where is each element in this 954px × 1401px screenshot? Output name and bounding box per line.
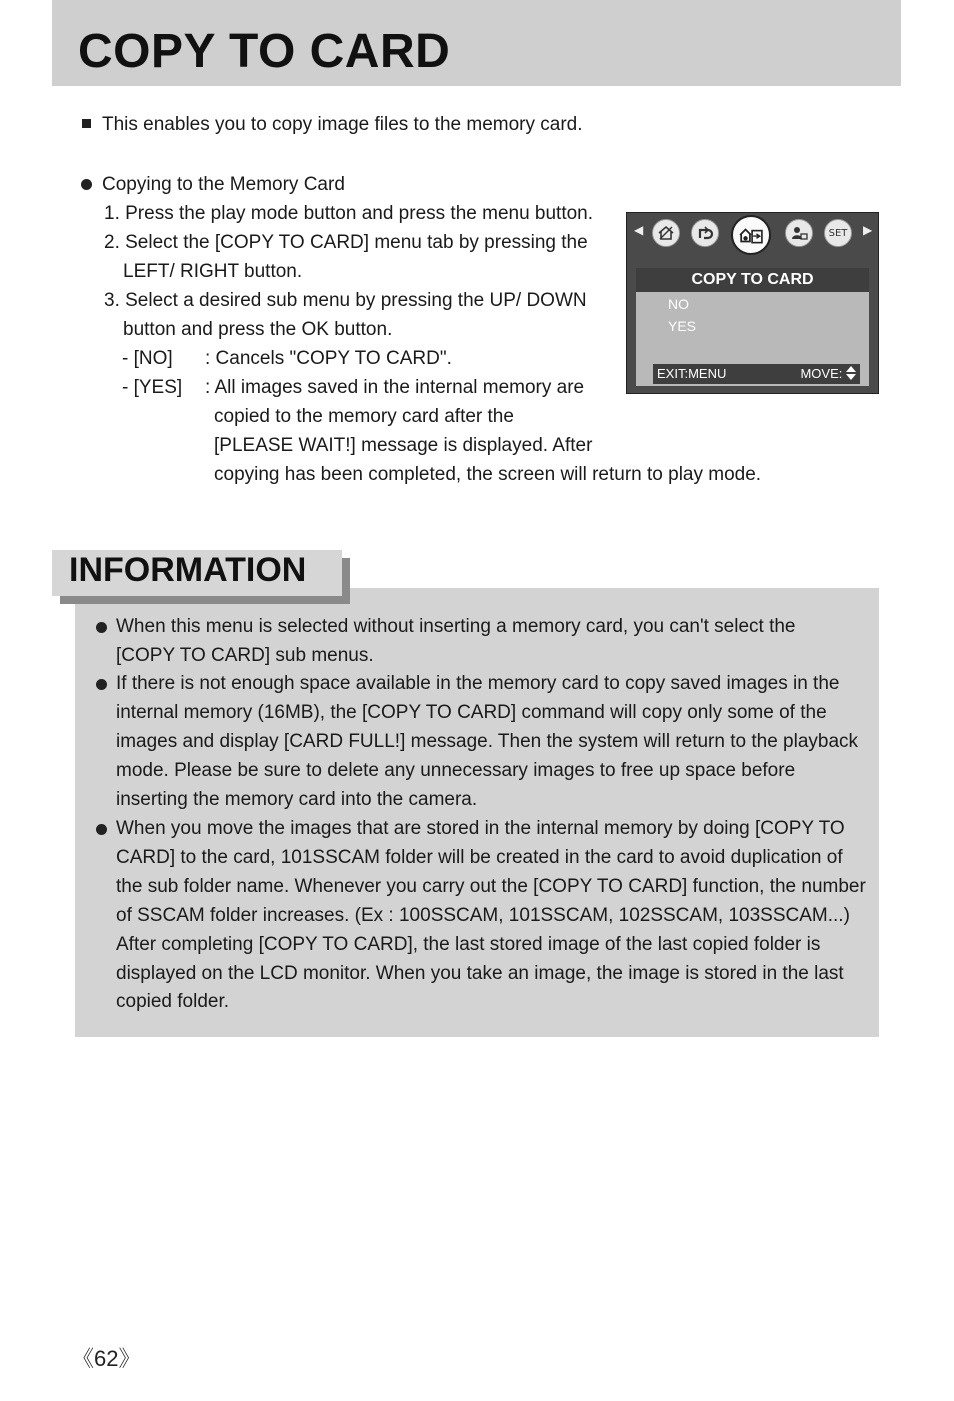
info-line: When this menu is selected without inserting a memory card, you can't select the (116, 616, 796, 637)
step-line: 2. Select the [COPY TO CARD] menu tab by pressing the (104, 232, 588, 253)
step-line: 1. Press the play mode button and press the menu button. (104, 203, 594, 224)
info-line: If there is not enough space available in the memory card to copy saved images in the (116, 673, 840, 694)
submenu-footer (653, 364, 860, 384)
info-line: displayed on the LCD monitor. When you take an image, the image is stored in the last (116, 963, 844, 984)
right-arrow-icon: ▶ (863, 223, 873, 237)
info-line: inserting the memory card into the camera. (116, 789, 478, 810)
step-line: LEFT/ RIGHT button. (123, 261, 303, 282)
move-hint-label: MOVE: (800, 366, 843, 381)
info-line: of SSCAM folder increases. (Ex : 100SSCAM, 101SSCAM, 102SSCAM, 103SSCAM...) (116, 905, 850, 926)
info-line: copied folder. (116, 991, 230, 1012)
info-line: internal memory (16MB), the [COPY TO CARD] command will copy only some of the (116, 702, 827, 723)
yes-option-label: - [YES] (122, 377, 183, 398)
info-line: When you move the images that are stored in the internal memory by doing [COPY TO (116, 818, 845, 839)
info-line: After completing [COPY TO CARD], the last stored image of the last copied folder is (116, 934, 821, 955)
submenu-panel (636, 268, 869, 386)
copy-to-card-icon (731, 215, 771, 255)
info-line: images and display [CARD FULL!] message. Then the system will return to the playback (116, 731, 859, 752)
bullet-dot-icon (81, 179, 92, 190)
bullet-dot-icon (96, 622, 107, 633)
page-title: COPY TO CARD (78, 25, 451, 78)
setup-icon (824, 219, 852, 247)
information-tab (52, 550, 342, 596)
delete-icon (652, 219, 680, 247)
left-arrow-icon: ◀ (634, 223, 644, 237)
up-down-icon (846, 366, 856, 380)
protect-icon (785, 219, 813, 247)
yes-option-desc: copied to the memory card after the (214, 406, 514, 427)
setup-icon-label: SET (828, 227, 848, 239)
step-line: 3. Select a desired sub menu by pressing the UP/ DOWN (104, 290, 587, 311)
page-number: 《62》 (72, 1346, 141, 1371)
submenu-title: COPY TO CARD (636, 268, 869, 292)
submenu-option-no: NO (668, 296, 689, 312)
bullet-dot-icon (96, 679, 107, 690)
square-bullet-icon (82, 119, 91, 128)
info-line: CARD] to the card, 101SSCAM folder will be created in the card to avoid duplication of (116, 847, 843, 868)
move-hint (800, 364, 856, 384)
section-heading: Copying to the Memory Card (102, 174, 345, 195)
exit-hint: EXIT:MENU (657, 366, 727, 381)
intro-text: This enables you to copy image files to the memory card. (102, 114, 583, 135)
step-line: button and press the OK button. (123, 319, 393, 340)
rotate-icon (691, 219, 719, 247)
info-line: mode. Please be sure to delete any unnecessary images to free up space before (116, 760, 796, 781)
info-line: [COPY TO CARD] sub menus. (116, 645, 374, 666)
bullet-dot-icon (96, 824, 107, 835)
lcd-screen (626, 212, 879, 394)
submenu-option-yes: YES (668, 318, 697, 334)
yes-option-desc: copying has been completed, the screen will return to play mode. (214, 464, 762, 485)
info-line: the sub folder name. Whenever you carry out the [COPY TO CARD] function, the number (116, 876, 866, 897)
yes-option-desc: : All images saved in the internal memory are (205, 377, 585, 398)
yes-option-desc: [PLEASE WAIT!] message is displayed. After (214, 435, 593, 456)
information-title: INFORMATION (69, 551, 307, 589)
menu-tab-row (627, 213, 878, 263)
title-bar (52, 0, 901, 86)
no-option-desc: : Cancels "COPY TO CARD". (205, 348, 452, 369)
no-option-label: - [NO] (122, 348, 173, 369)
